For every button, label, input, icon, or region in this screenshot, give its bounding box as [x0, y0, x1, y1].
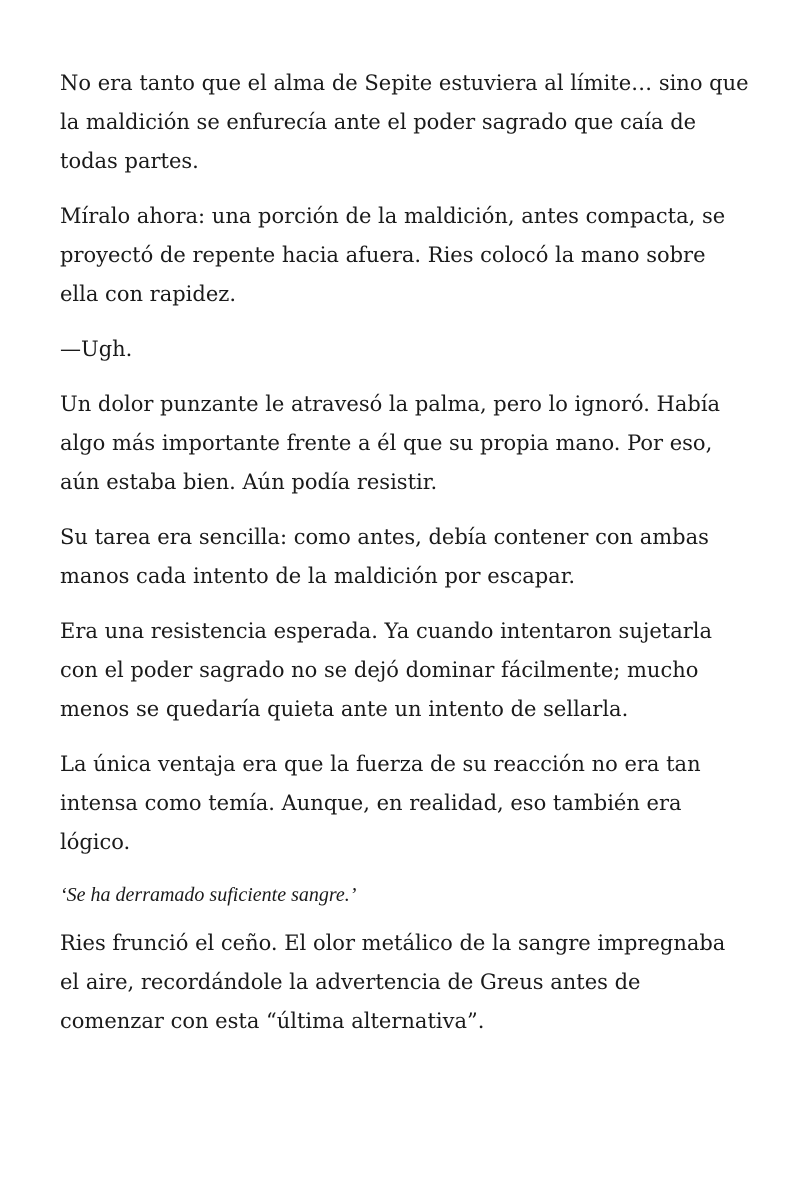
- paragraph: Era una resistencia esperada. Ya cuando intentaron sujetarla con el poder sagrado no se dejó dominar fácilmente; mucho menos se quedaría quieta ante un intento de sellarla.: [60, 619, 713, 721]
- paragraph: Su tarea era sencilla: como antes, debía contener con ambas manos cada intento de la maldición por escapar.: [60, 525, 709, 588]
- thought-quote: ‘Se ha derramado suficiente sangre.’: [60, 884, 357, 906]
- paragraph: No era tanto que el alma de Sepite estuviera al límite… sino que la maldición se enfurecía ante el poder sagrado que caía de todas partes.: [60, 71, 749, 173]
- paragraph: Un dolor punzante le atravesó la palma, pero lo ignoró. Había algo más importante frente a él que su propia mano. Por eso, aún estaba bien. Aún podía resistir.: [60, 392, 721, 494]
- paragraph: Míralo ahora: una porción de la maldición, antes compacta, se proyectó de repente hacia afuera. Ries colocó la mano sobre ella con rapidez.: [60, 204, 726, 306]
- dialogue-line: —Ugh.: [60, 337, 133, 361]
- document-body: [60, 64, 750, 1057]
- paragraph: Ries frunció el ceño. El olor metálico de la sangre impregnaba el aire, recordándole la advertencia de Greus antes de comenzar con esta “última alternativa”.: [60, 931, 726, 1033]
- paragraph: La única ventaja era que la fuerza de su reacción no era tan intensa como temía. Aunque, en realidad, eso también era lógico.: [60, 752, 701, 854]
